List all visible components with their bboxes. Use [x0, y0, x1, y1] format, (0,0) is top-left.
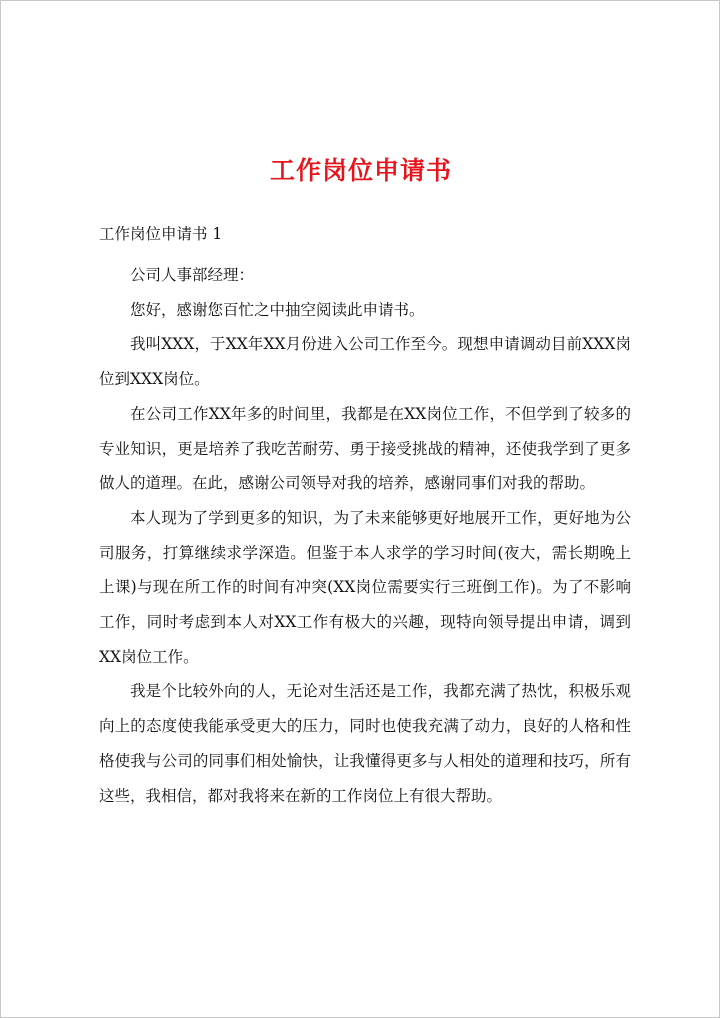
document-body	[99, 258, 631, 813]
experience-paragraph: 在公司工作XX年多的时间里，我都是在XX岗位工作，不但学到了较多的专业知识，更是培养了我吃苦耐劳、勇于接受挑战的精神，还使我学到了更多做人的道理。在此，感谢公司领导对我的培养，感谢同事们对我的帮助。	[99, 404, 631, 493]
personality-paragraph: 我是个比较外向的人，无论对生活还是工作，我都充满了热忱，积极乐观向上的态度使我能承受更大的压力，同时也使我充满了动力，良好的人格和性格使我与公司的同事们相处愉快，让我懂得更多与人相处的道理和技巧，所有这些，我相信，都对我将来在新的工作岗位上有很大帮助。	[99, 682, 631, 805]
document-title: 工作岗位申请书	[269, 156, 452, 185]
reason-paragraph: 本人现为了学到更多的知识，为了未来能够更好地展开工作，更好地为公司服务，打算继续求学深造。但鉴于本人求学的学习时间(夜大，需长期晚上上课)与现在所工作的时间有冲突(XX岗位需要实行三班倒工作)。为了不影响工作，同时考虑到本人对XX工作有极大的兴趣，现特向领导提出申请，调到XX岗位工作。	[99, 508, 631, 666]
salutation: 公司人事部经理：	[130, 266, 255, 284]
introduction-paragraph: 我叫XXX，于XX年XX月份进入公司工作至今。现想申请调动目前XXX岗位到XXX岗位。	[99, 335, 631, 389]
greeting-paragraph: 您好，感谢您百忙之中抽空阅读此申请书。	[130, 300, 425, 319]
document-subtitle: 工作岗位申请书 1	[99, 225, 223, 243]
